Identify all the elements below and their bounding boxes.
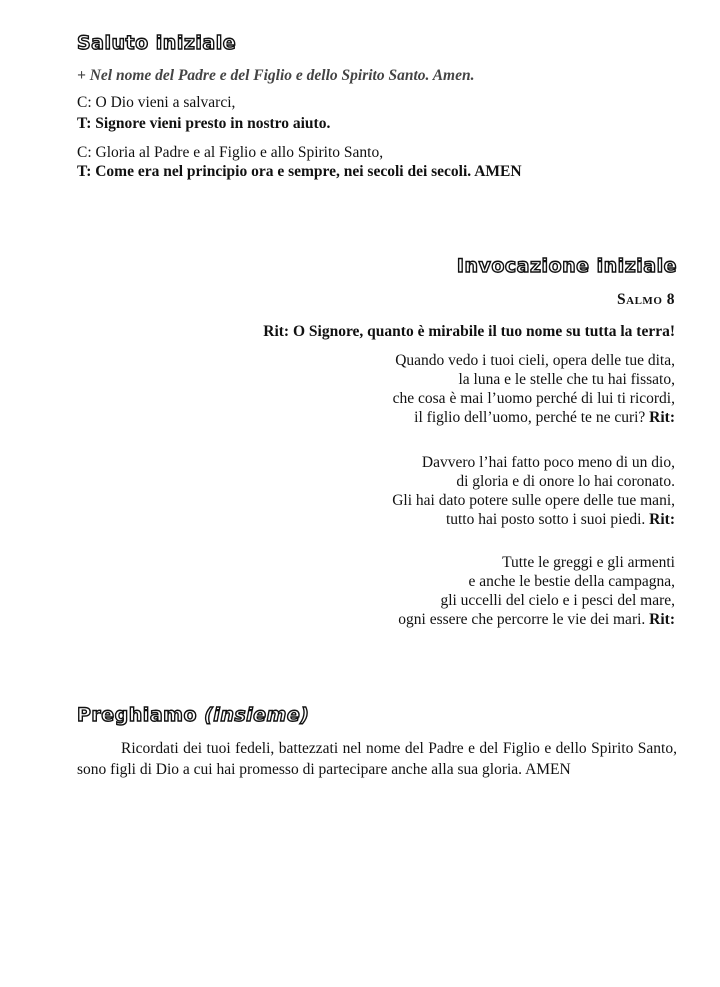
stanza-line: gli uccelli del cielo e i pesci del mare,: [440, 592, 675, 609]
refrain-tag: Rit:: [649, 409, 675, 426]
stanza-line: che cosa è mai l’uomo perché di lui ti ricordi,: [392, 390, 675, 407]
stanza-line: [393, 408, 675, 427]
stanza-line: Tutte le greggi e gli armenti: [502, 554, 675, 571]
stanza-line-text: tutto hai posto sotto i suoi piedi.: [445, 511, 646, 528]
psalm-stanza: [393, 351, 675, 427]
stanza-line-text: il figlio dell’uomo, perché te ne curi?: [414, 409, 646, 426]
stanza-line: Gli hai dato potere sulle opere delle tue mani,: [392, 492, 675, 509]
refrain-tag: Rit:: [649, 611, 675, 628]
response-line-1: T: Signore vieni presto in nostro aiuto.: [77, 115, 331, 132]
section-heading-invocazione: Invocazione iniziale: [456, 255, 677, 277]
refrain-tag: Rit:: [649, 511, 675, 528]
psalm-stanza: [398, 553, 675, 629]
section-heading-saluto: Saluto iniziale: [77, 32, 237, 54]
section-heading-preghiamo: [77, 706, 309, 725]
stanza-line: [392, 510, 675, 529]
psalm-label: Salmo 8: [617, 291, 675, 308]
refrain: Rit: O Signore, quanto è mirabile il tuo nome su tutta la terra!: [263, 323, 675, 340]
heading-text: Preghiamo: [77, 704, 197, 726]
celebrant-line-1: C: O Dio vieni a salvarci,: [77, 94, 236, 111]
stanza-line: la luna e le stelle che tu hai fissato,: [458, 371, 675, 388]
sign-of-cross: + Nel nome del Padre e del Figlio e dello Spirito Santo. Amen.: [77, 67, 475, 84]
stanza-line-text: ogni essere che percorre le vie dei mari.: [398, 611, 646, 628]
stanza-line: di gloria e di onore lo hai coronato.: [456, 473, 675, 490]
stanza-line: [398, 610, 675, 629]
heading-parenthetical: (insieme): [204, 704, 310, 726]
response-line-2: T: Come era nel principio ora e sempre, nei secoli dei secoli. AMEN: [77, 163, 522, 180]
stanza-line: Quando vedo i tuoi cieli, opera delle tue dita,: [395, 352, 675, 369]
psalm-stanza: [392, 453, 675, 529]
prayer-text: Ricordati dei tuoi fedeli, battezzati nel nome del Padre e del Figlio e dello Spirito Santo, sono figli di Dio a cui hai promesso di partecipare anche alla sua gloria. AMEN: [77, 740, 677, 778]
stanza-line: Davvero l’hai fatto poco meno di un dio,: [421, 454, 675, 471]
celebrant-line-2: C: Gloria al Padre e al Figlio e allo Spirito Santo,: [77, 144, 384, 161]
stanza-line: e anche le bestie della campagna,: [468, 573, 675, 590]
